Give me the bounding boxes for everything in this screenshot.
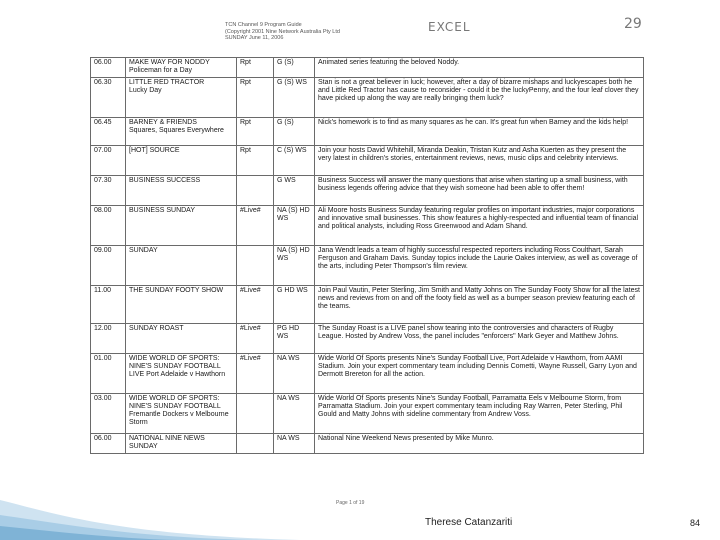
repeat-cell: Rpt	[237, 77, 274, 117]
time-cell: 01.00	[91, 353, 126, 393]
repeat-cell: Rpt	[237, 117, 274, 145]
classification-cell: C (S) WS	[274, 145, 315, 175]
title-cell: BARNEY & FRIENDS Squares, Squares Everywhere	[126, 117, 237, 145]
repeat-cell: #Live#	[237, 285, 274, 323]
classification-cell: NA WS	[274, 433, 315, 453]
header-line: TCN Channel 9 Program Guide	[225, 22, 302, 28]
time-cell: 09.00	[91, 245, 126, 285]
description-cell: The Sunday Roast is a LIVE panel show tearing into the controversies and characters of Rugby League. Hosted by Andrew Voss, the panel includes "enforcers" Mark Geyer and Matthew Johns.	[315, 323, 644, 353]
handwritten-page-number: 29	[624, 16, 642, 32]
description-cell: Nick's homework is to find as many squares as he can. It's great fun when Barney and the kids help!	[315, 117, 644, 145]
classification-cell: NA WS	[274, 353, 315, 393]
table-row	[91, 353, 644, 393]
description-cell: Animated series featuring the beloved Noddy.	[315, 58, 644, 78]
table-row	[91, 245, 644, 285]
time-cell: 08.00	[91, 205, 126, 245]
classification-cell: G (S)	[274, 117, 315, 145]
title-cell: BUSINESS SUNDAY	[126, 205, 237, 245]
repeat-cell	[237, 393, 274, 433]
classification-cell: NA (S) HD WS	[274, 245, 315, 285]
repeat-cell: #Live#	[237, 323, 274, 353]
repeat-cell: Rpt	[237, 58, 274, 78]
repeat-cell	[237, 433, 274, 453]
table-row	[91, 285, 644, 323]
time-cell: 07.30	[91, 175, 126, 205]
classification-cell: NA WS	[274, 393, 315, 433]
header-line: (Copyright 2001 Nine Network Australia Pty Ltd	[225, 28, 340, 35]
description-cell: Business Success will answer the many questions that arise when starting up a small business, with business legends offering advice that they wish someone had been able to offer them!	[315, 175, 644, 205]
table-row	[91, 117, 644, 145]
title-cell: NATIONAL NINE NEWS SUNDAY	[126, 433, 237, 453]
classification-cell: PG HD WS	[274, 323, 315, 353]
description-cell: Jana Wendt leads a team of highly successful respected reporters including Ross Coulthart, Sarah Ferguson and Graham Davis. Sunday topics include the Laurie Oakes interview, as well as coverage of the arts, including Peter Thompson's film review.	[315, 245, 644, 285]
classification-cell: NA (S) HD WS	[274, 205, 315, 245]
description-cell: Wide World Of Sports presents Nine's Sunday Football, Parramatta Eels v Melbourne Storm, from Parramatta Stadium. Join your expert commentary team including Ray Warren, Peter Sterling, Phil Gould and Matty Johns with sideline commentary from Andrew Voss.	[315, 393, 644, 433]
title-cell: SUNDAY ROAST	[126, 323, 237, 353]
description-cell: Stan is not a great believer in luck; however, after a day of bizarre mishaps and luckyescapes both he and Little Red Tractor has cause to reconsider - could it be the luckyPenny, and the four leaf clover they have picked up along the way are really bringing them luck?	[315, 77, 644, 117]
description-cell: Ali Moore hosts Business Sunday featuring regular profiles on important industries, major corporations and innovative small businesses. This show features a highly-respected and influential team of financial and political analysts, including Ross Greenwood and Adam Shand.	[315, 205, 644, 245]
slide-number: 84	[690, 518, 701, 528]
document-header	[225, 22, 425, 42]
classification-cell: G HD WS	[274, 285, 315, 323]
title-cell: WIDE WORLD OF SPORTS: NINE'S SUNDAY FOOTBALL Fremantle Dockers v Melbourne Storm	[126, 393, 237, 433]
title-cell: SUNDAY	[126, 245, 237, 285]
table-row	[91, 145, 644, 175]
header-line: SUNDAY June 11, 2006	[225, 35, 284, 42]
time-cell: 06.45	[91, 117, 126, 145]
title-cell: LITTLE RED TRACTOR Lucky Day	[126, 77, 237, 117]
repeat-cell: #Live#	[237, 205, 274, 245]
title-cell: [HOT] SOURCE	[126, 145, 237, 175]
table-row	[91, 323, 644, 353]
decorative-wave	[0, 460, 300, 540]
time-cell: 12.00	[91, 323, 126, 353]
description-cell: Join your hosts David Whitehill, Miranda Deakin, Tristan Kutz and Asha Kuerten as they present the very latest in children's stories, entertainment reviews, news, music clips and celebrity interviews.	[315, 145, 644, 175]
table-row	[91, 393, 644, 433]
classification-cell: G (S)	[274, 58, 315, 78]
title-cell: MAKE WAY FOR NODDY Policeman for a Day	[126, 58, 237, 78]
time-cell: 06.30	[91, 77, 126, 117]
program-schedule-table	[90, 57, 644, 454]
repeat-cell	[237, 245, 274, 285]
table-row	[91, 58, 644, 78]
description-cell: Join Paul Vautin, Peter Sterling, Jim Smith and Matty Johns on The Sunday Footy Show for all the latest news and reviews from on and off the footy field as well as a bumper season preview featuring each of the teams.	[315, 285, 644, 323]
table-row	[91, 205, 644, 245]
title-cell: THE SUNDAY FOOTY SHOW	[126, 285, 237, 323]
repeat-cell	[237, 175, 274, 205]
classification-cell: G WS	[274, 175, 315, 205]
time-cell: 06.00	[91, 58, 126, 78]
table-row	[91, 175, 644, 205]
time-cell: 07.00	[91, 145, 126, 175]
repeat-cell: #Live#	[237, 353, 274, 393]
description-cell: Wide World Of Sports presents Nine's Sunday Football Live, Port Adelaide v Hawthorn, from AAMI Stadium. Join your expert commentary team including Dennis Cometti, Wayne Russell, Garry Lyon and Dermott Brereton for all the action.	[315, 353, 644, 393]
time-cell: 11.00	[91, 285, 126, 323]
table-row	[91, 77, 644, 117]
repeat-cell: Rpt	[237, 145, 274, 175]
handwritten-note: EXCEL	[428, 20, 471, 34]
page-footer: Page 1 of 19	[336, 500, 365, 506]
classification-cell: G (S) WS	[274, 77, 315, 117]
time-cell: 06.00	[91, 433, 126, 453]
description-cell: National Nine Weekend News presented by Mike Munro.	[315, 433, 644, 453]
title-cell: BUSINESS SUCCESS	[126, 175, 237, 205]
title-cell: WIDE WORLD OF SPORTS: NINE'S SUNDAY FOOTBALL LIVE Port Adelaide v Hawthorn	[126, 353, 237, 393]
time-cell: 03.00	[91, 393, 126, 433]
table-row	[91, 433, 644, 453]
author-name: Therese Catanzariti	[425, 517, 513, 528]
